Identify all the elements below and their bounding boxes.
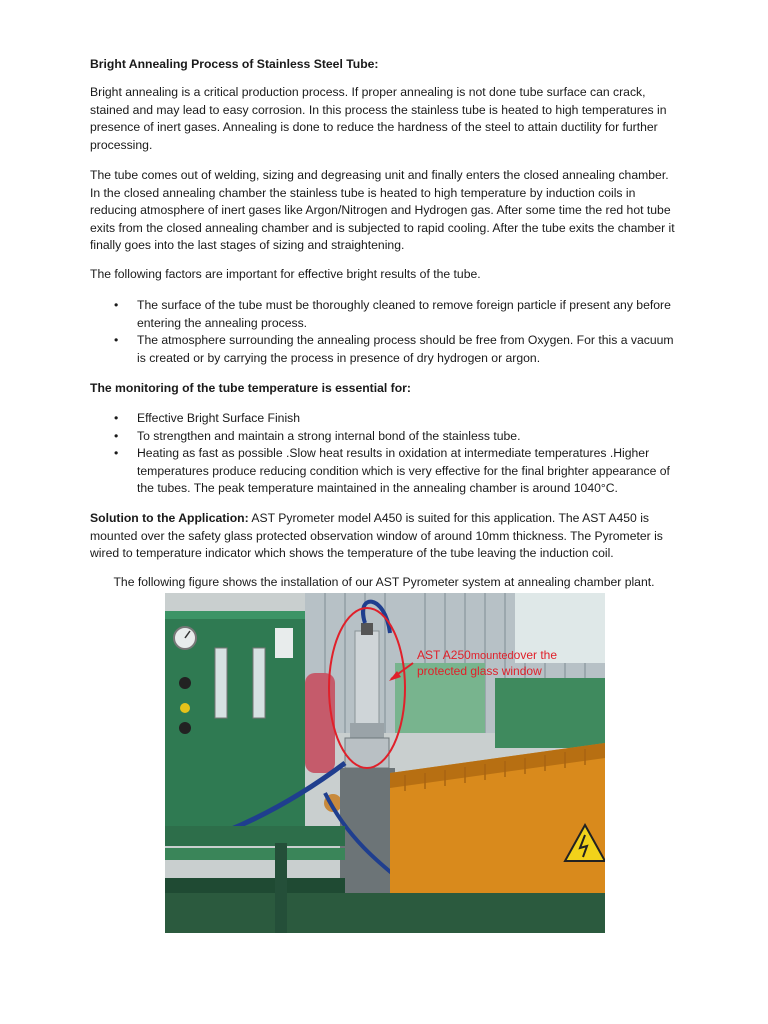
bullet-icon: •	[114, 411, 119, 425]
solution-paragraph	[90, 510, 680, 563]
bullet-icon: •	[114, 428, 119, 443]
paragraph-3: The following factors are important for effective bright results of the tube.	[90, 267, 481, 281]
paragraph-1: Bright annealing is a critical production process. If proper annealing is not done tube surface can crack, stained and may lead to easy corrosion. In this process the stainless tube is heated to high temperatures in presence of inert gases. Annealing is done to reduce the hardness of the steel to attain ductility for further processing.	[90, 85, 667, 152]
bullet-icon: •	[114, 333, 119, 348]
list-item: • The surface of the tube must be thoroughly cleaned to remove foreign particle if present any before entering the annealing process.	[114, 298, 671, 330]
list-item: • The atmosphere surrounding the annealing process should be free from Oxygen. For this a vacuum is created or by carrying the process in presence of dry hydrogen or argon.	[114, 333, 674, 365]
photo-annotation-line2: protected glass window	[417, 664, 542, 678]
monitoring-list	[90, 410, 680, 498]
intro-paragraph	[90, 84, 680, 154]
paragraph-2: The tube comes out of welding, sizing and degreasing unit and finally enters the closed annealing chamber. In the closed annealing chamber the stainless tube is heated to high temperature by induction coils in reducing atmosphere of inert gases like Argon/Nitrogen and Hydrogen gas. After some time the red hot tube exits from the closed annealing chamber and is subjected to rapid cooling. After the tube exits the chamber it finally goes into the last stages of sizing and straightening.	[90, 168, 675, 253]
solution-text: AST Pyrometer model A450 is suited for this application. The AST A450 is mounted over the safety glass protected observation window of around 10mm thickness. The Pyrometer is wired to temperature indicator which shows the temperature of the tube leaving the induction coil.	[90, 511, 663, 561]
list-item: • Effective Bright Surface Finish	[90, 410, 680, 428]
monitoring-heading: The monitoring of the tube temperature is essential for:	[90, 381, 411, 395]
bullet-icon: •	[114, 298, 119, 312]
factors-intro	[90, 266, 680, 284]
factors-list	[90, 297, 680, 367]
list-item: • Heating as fast as possible .Slow heat results in oxidation at intermediate temperatures .Higher temperatures produce reducing condition which is very effective for the final brighter appearance of the tubes. The peak temperature maintained in the annealing chamber is around 1040°C.	[114, 446, 670, 496]
bullet-icon: •	[114, 446, 119, 461]
installation-photo	[165, 593, 605, 933]
photo-annotation-line1: AST A250mountedover the	[417, 648, 557, 662]
document-title: Bright Annealing Process of Stainless Steel Tube:	[90, 57, 379, 71]
solution-label: Solution to the Application:	[90, 511, 249, 525]
process-paragraph	[90, 167, 680, 255]
figure-intro: The following figure shows the installation of our AST Pyrometer system at annealing chamber plant.	[113, 575, 655, 589]
list-item: • To strengthen and maintain a strong internal bond of the stainless tube.	[90, 428, 680, 446]
